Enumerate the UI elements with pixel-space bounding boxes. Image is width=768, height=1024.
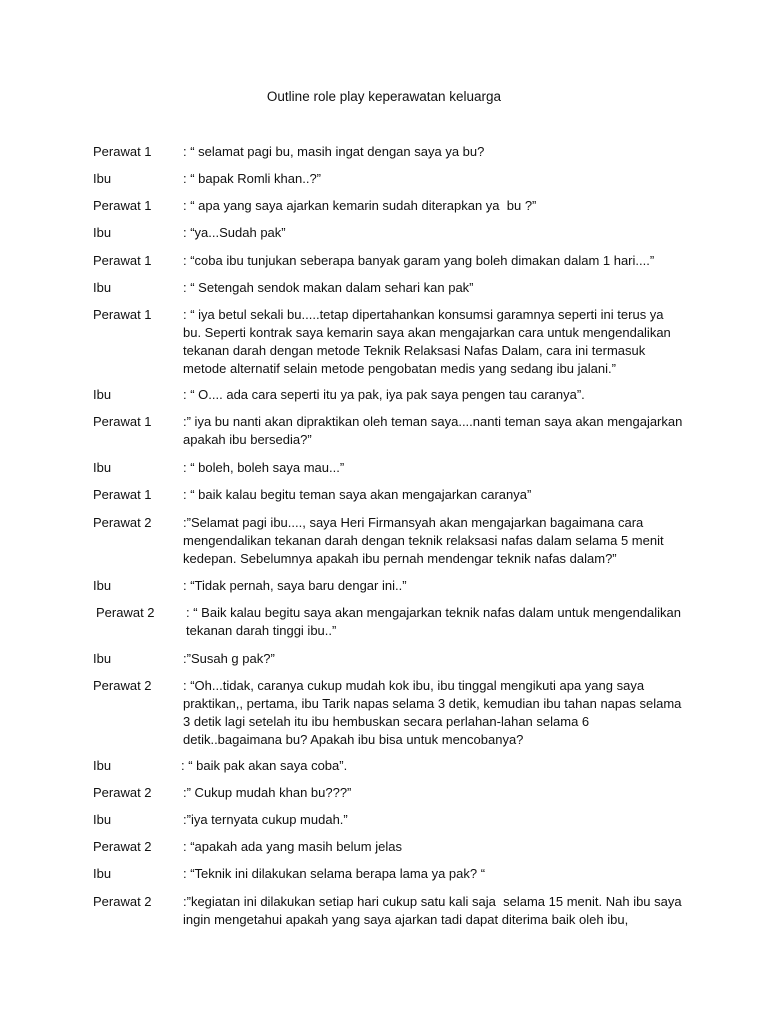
- dialogue-text: : “ Setengah sendok makan dalam sehari kan pak”: [183, 280, 474, 295]
- speaker-label: Ibu: [93, 387, 112, 402]
- dialogue-line: [93, 459, 683, 477]
- dialogue-line: [93, 784, 683, 802]
- speaker-label: Perawat 1: [93, 414, 152, 429]
- document-title: Outline role play keperawatan keluarga: [266, 89, 502, 104]
- speaker-label: Perawat 1: [93, 307, 152, 322]
- dialogue-line: [93, 677, 686, 749]
- dialogue-line: [93, 838, 683, 856]
- speaker-label: Ibu: [93, 812, 112, 827]
- dialogue-line: [93, 306, 683, 378]
- dialogue-line: [93, 865, 683, 883]
- dialogue-line: [93, 893, 686, 929]
- dialogue-line: [93, 197, 683, 215]
- dialogue-line: [93, 279, 683, 297]
- speaker-label: Perawat 2: [93, 785, 152, 800]
- dialogue-text: : “ apa yang saya ajarkan kemarin sudah diterapkan ya bu ?”: [183, 198, 537, 213]
- dialogue-text: : “apakah ada yang masih belum jelas: [183, 839, 402, 854]
- dialogue-text: : “ baik kalau begitu teman saya akan mengajarkan caranya”: [183, 487, 532, 502]
- dialogue-text: : “ selamat pagi bu, masih ingat dengan saya ya bu?: [183, 144, 485, 159]
- dialogue-line: [93, 604, 683, 640]
- dialogue-text: :” Cukup mudah khan bu???”: [183, 785, 352, 800]
- dialogue-line: [93, 757, 683, 775]
- speaker-label: Ibu: [93, 578, 112, 593]
- speaker-label: Ibu: [93, 460, 112, 475]
- dialogue-line: [93, 252, 683, 270]
- dialogue-line: [93, 514, 683, 568]
- dialogue-line: [93, 170, 683, 188]
- speaker-label: Perawat 1: [93, 487, 152, 502]
- dialogue-line: [93, 224, 683, 242]
- speaker-label: Perawat 1: [93, 198, 152, 213]
- dialogue-text: : “Teknik ini dilakukan selama berapa lama ya pak? “: [183, 866, 486, 881]
- speaker-label: Perawat 2: [93, 515, 152, 530]
- dialogue-line: [93, 650, 683, 668]
- speaker-label: Perawat 2: [96, 605, 155, 620]
- dialogue-text: : “ iya betul sekali bu.....tetap dipertahankan konsumsi garamnya seperti ini terus ya bu. Seperti kontrak saya kemarin saya akan mengajarkan cara untuk mengendalikan tekanan darah dengan metode Teknik Relaksasi Nafas Dalam, cara ini termasuk metode alternatif selain metode pengobatan medis yang sedang ibu jalani.”: [183, 307, 675, 376]
- dialogue-text: : “ bapak Romli khan..?”: [183, 171, 322, 186]
- dialogue-line: [93, 577, 683, 595]
- speaker-label: Ibu: [93, 866, 112, 881]
- dialogue-text: : “Tidak pernah, saya baru dengar ini..”: [183, 578, 407, 593]
- dialogue-text: :” iya bu nanti akan dipraktikan oleh teman saya....nanti teman saya akan mengajarkan apakah ibu bersedia?”: [183, 414, 686, 447]
- dialogue-line: [93, 811, 683, 829]
- dialogue-text: : “ O.... ada cara seperti itu ya pak, iya pak saya pengen tau caranya”.: [183, 387, 585, 402]
- dialogue-text: : “Oh...tidak, caranya cukup mudah kok ibu, ibu tinggal mengikuti apa yang saya praktikan,, pertama, ibu Tarik napas selama 3 detik, kemudian ibu tahan napas selama 3 detik lagi setelah itu ibu hembuskan secara perlahan-lahan selama 6 detik..bagaimana bu? Apakah ibu bisa untuk mencobanya?: [183, 678, 686, 747]
- dialogue-text: :”Selamat pagi ibu...., saya Heri Firmansyah akan mengajarkan bagaimana cara mengendalikan tekanan darah dengan teknik relaksasi nafas dalam selama 5 menit kedepan. Sebelumnya apakah ibu pernah mendengar teknik nafas dalam?”: [183, 515, 668, 566]
- speaker-label: Ibu: [93, 758, 112, 773]
- dialogue-text: : “coba ibu tunjukan seberapa banyak garam yang boleh dimakan dalam 1 hari....”: [183, 253, 655, 268]
- speaker-label: Perawat 1: [93, 253, 152, 268]
- dialogue-text: : “ Baik kalau begitu saya akan mengajarkan teknik nafas dalam untuk mengendalikan tekanan darah tinggi ibu..”: [186, 605, 685, 638]
- dialogue-line: [93, 386, 683, 404]
- speaker-label: Perawat 2: [93, 894, 152, 909]
- speaker-label: Perawat 1: [93, 144, 152, 159]
- dialogue-text: : “ boleh, boleh saya mau...”: [183, 460, 345, 475]
- dialogue-line: [93, 413, 686, 449]
- dialogue-text: :”Susah g pak?”: [183, 651, 275, 666]
- speaker-label: Perawat 2: [93, 839, 152, 854]
- speaker-label: Ibu: [93, 280, 112, 295]
- speaker-label: Perawat 2: [93, 678, 152, 693]
- dialogue-line: [93, 486, 683, 504]
- dialogue-line: [93, 143, 683, 161]
- dialogue-text: : “ baik pak akan saya coba”.: [181, 758, 348, 773]
- dialogue-text: :”kegiatan ini dilakukan setiap hari cukup satu kali saja selama 15 menit. Nah ibu saya ingin mengetahui apakah yang saya ajarkan tadi dapat diterima baik oleh ibu,: [183, 894, 686, 927]
- speaker-label: Ibu: [93, 171, 112, 186]
- dialogue-text: : “ya...Sudah pak”: [183, 225, 286, 240]
- speaker-label: Ibu: [93, 225, 112, 240]
- dialogue-text: :”iya ternyata cukup mudah.”: [183, 812, 348, 827]
- speaker-label: Ibu: [93, 651, 112, 666]
